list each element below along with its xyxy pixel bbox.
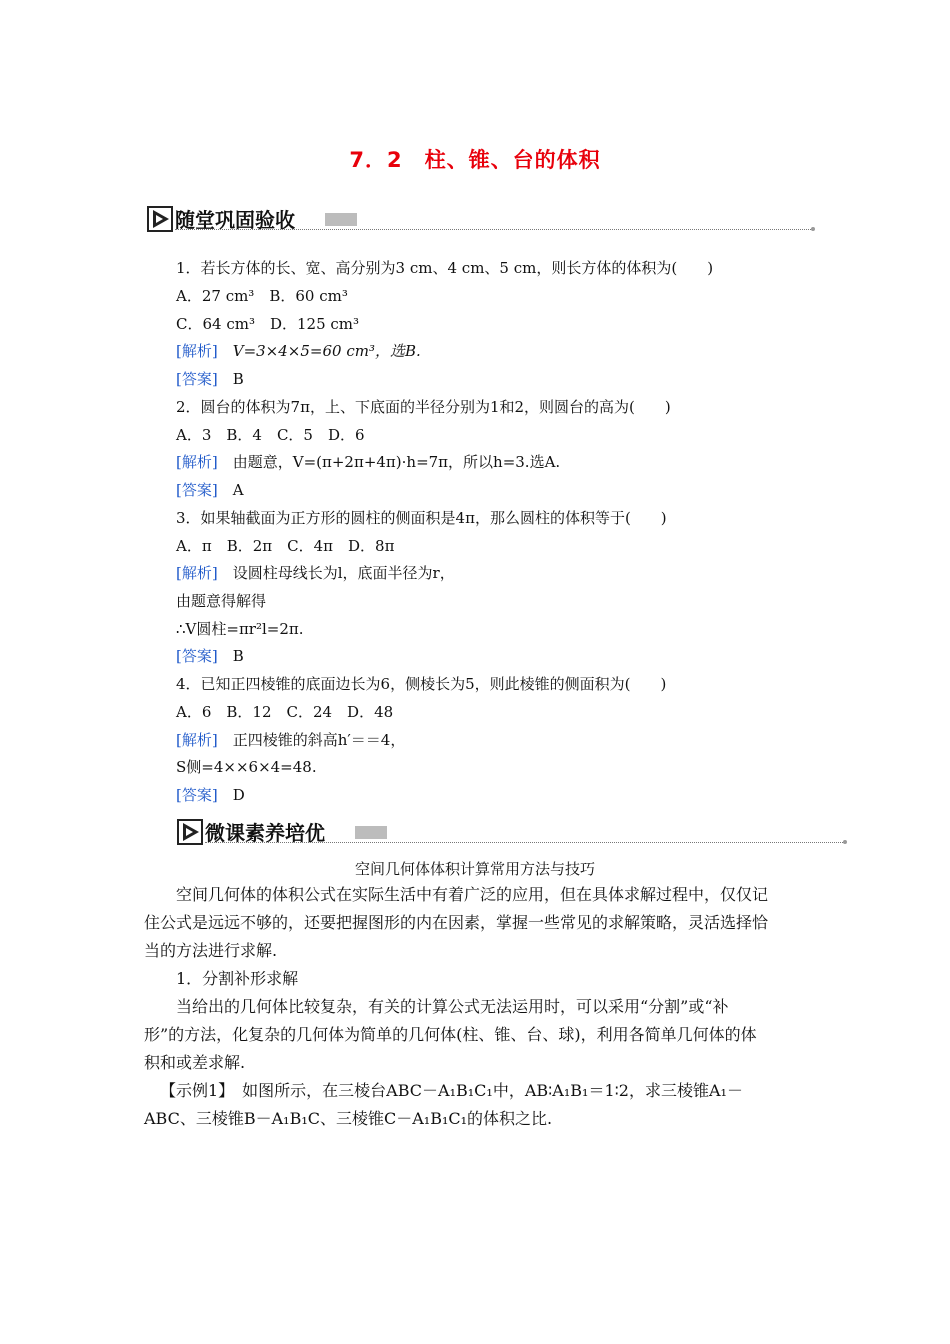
analysis-tag: [解析] — [176, 342, 218, 360]
q3-answer: B — [232, 647, 244, 665]
micro-title: 空间几何体体积计算常用方法与技巧 — [354, 860, 595, 878]
analysis-tag: [解析] — [176, 731, 218, 749]
q3-answer-line — [176, 646, 244, 666]
micro-p1-line3: 当的方法进行求解. — [144, 941, 278, 960]
q3-analysis: 设圆柱母线长为l，底面半径为r， — [232, 564, 455, 582]
section-title: 微课素养培优 — [205, 821, 325, 845]
q2-stem: 2．圆台的体积为7π，上、下底面的半径分别为1和2，则圆台的高为( ) — [176, 398, 671, 416]
micro-p2-line2: 形”的方法，化复杂的几何体为简单的几何体(柱、锥、台、球)，利用各简单几何体的体 — [144, 1025, 757, 1044]
q1-options-ab: A．27 cm³ B．60 cm³ — [176, 287, 348, 305]
q4-answer: D — [232, 786, 245, 804]
section-header-micro — [177, 816, 849, 846]
q4-line2: S侧=4××6×4=48. — [176, 758, 317, 776]
q3-line3: ∴V圆柱=πr²l=2π. — [176, 620, 304, 638]
section-rule — [205, 842, 845, 843]
q4-answer-line — [176, 785, 245, 805]
answer-tag: [答案] — [176, 370, 218, 388]
section-rule — [175, 229, 813, 230]
section-bar — [355, 826, 387, 839]
q1-answer-line — [176, 369, 244, 389]
micro-heading-1: 1．分割补形求解 — [176, 969, 299, 988]
analysis-tag: [解析] — [176, 564, 218, 582]
example-line1: 【示例1】 如图所示，在三棱台ABC－A₁B₁C₁中，AB∶A₁B₁＝1∶2，求三棱锥A₁－ — [160, 1081, 743, 1100]
q4-stem: 4．已知正四棱锥的底面边长为6，侧棱长为5，则此棱锥的侧面积为( ) — [176, 675, 667, 693]
answer-tag: [答案] — [176, 786, 218, 804]
q3-options: A．π B．2π C．4π D．8π — [176, 537, 395, 555]
q2-answer-line — [176, 480, 244, 500]
q2-analysis-line — [176, 452, 560, 472]
play-arrow-icon — [177, 819, 203, 845]
q1-analysis-line — [176, 341, 421, 361]
q3-stem: 3．如果轴截面为正方形的圆柱的侧面积是4π，那么圆柱的体积等于( ) — [176, 509, 667, 527]
q2-options: A．3 B．4 C．5 D．6 — [176, 426, 365, 444]
micro-p1-line2: 住公式是远远不够的，还要把握图形的内在因素，掌握一些常见的求解策略，灵活选择恰 — [144, 913, 769, 932]
q1-analysis: V=3×4×5=60 cm³，选B. — [232, 342, 421, 360]
micro-p2-line1: 当给出的几何体比较复杂，有关的计算公式无法运用时，可以采用“分割”或“补 — [176, 997, 729, 1016]
q4-options: A．6 B．12 C．24 D．48 — [176, 703, 394, 721]
answer-tag: [答案] — [176, 647, 218, 665]
q2-analysis: 由题意，V=(π+2π+4π)·h=7π，所以h=3.选A. — [232, 453, 561, 471]
q2-answer: A — [232, 481, 244, 499]
section-bar — [325, 213, 357, 226]
q1-options-cd: C．64 cm³ D．125 cm³ — [176, 315, 360, 333]
analysis-tag: [解析] — [176, 453, 218, 471]
micro-p2-line3: 积和或差求解. — [144, 1053, 246, 1072]
q1-stem: 1．若长方体的长、宽、高分别为3 cm、4 cm、5 cm，则长方体的体积为( ) — [176, 259, 714, 277]
section-title: 随堂巩固验收 — [175, 208, 295, 232]
q4-analysis: 正四棱锥的斜高h′＝＝4， — [232, 731, 406, 749]
section-dot — [843, 840, 847, 844]
example-line2: ABC、三棱锥B－A₁B₁C、三棱锥C－A₁B₁C₁的体积之比. — [144, 1109, 553, 1128]
section-dot — [811, 227, 815, 231]
section-header-practice — [147, 203, 817, 233]
q3-line2: 由题意得解得 — [176, 592, 267, 610]
micro-p1-line1: 空间几何体的体积公式在实际生活中有着广泛的应用，但在具体求解过程中，仅仅记 — [176, 885, 769, 904]
q4-analysis-line — [176, 730, 405, 750]
q3-analysis-line — [176, 563, 455, 583]
q1-answer: B — [232, 370, 244, 388]
play-arrow-icon — [147, 206, 173, 232]
answer-tag: [答案] — [176, 481, 218, 499]
page-title: 7．2 柱、锥、台的体积 — [349, 148, 601, 172]
